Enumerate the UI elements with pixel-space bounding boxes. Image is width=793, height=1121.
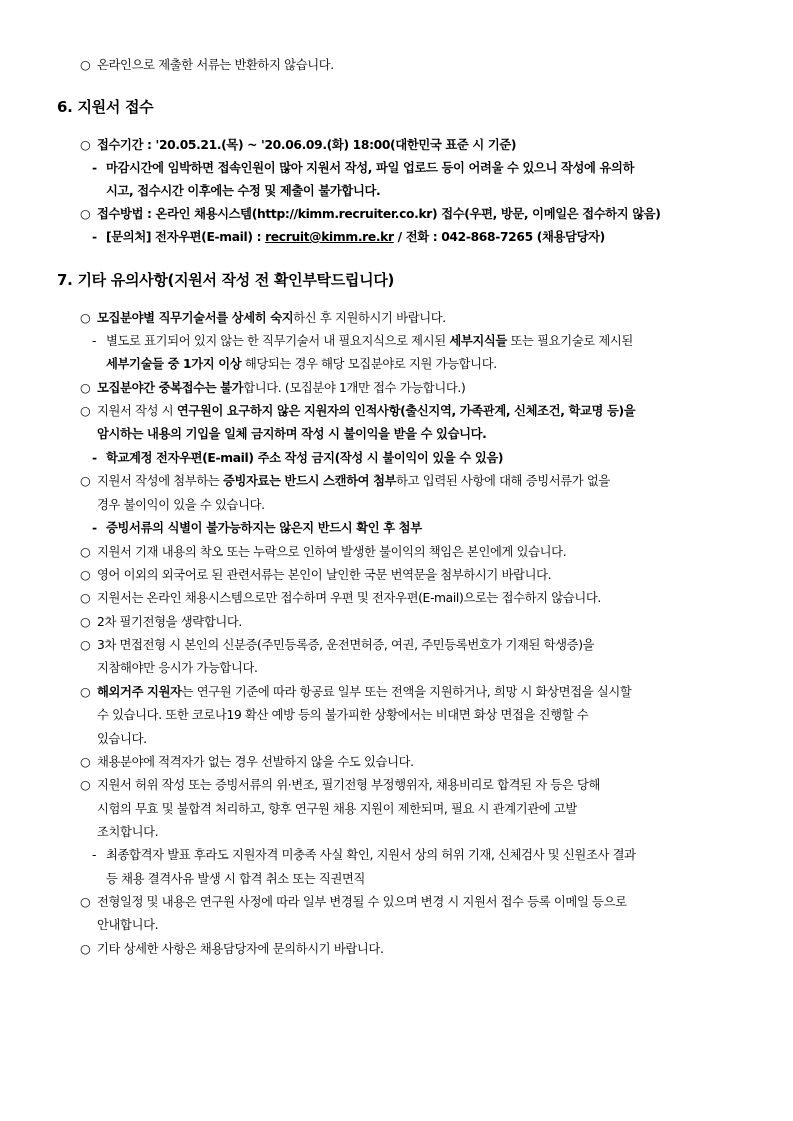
receipt-method: ○ 접수방법 : 온라인 채용시스템(http://kimm.recruiter.co.kr) 접수(우편, 방문, 이메일은 접수하지 않음)	[80, 207, 661, 221]
notice-item-12-sub: - 최종합격자 발표 후라도 지원자격 미충족 사실 확인, 지원서 상의 허위 기재, 신체검사 및 신원조사 결과	[92, 848, 636, 862]
notice-item-12: ○ 지원서 허위 작성 또는 증빙서류의 위·변조, 필기전형 부정행위자, 채용비리로 합격된 자 등은 당해	[80, 778, 601, 792]
notice-item-12-cont2: 조치합니다.	[97, 825, 159, 839]
notice-item-2: ○ 모집분야간 중복접수는 불가합니다. (모집분야 1개만 접수 가능합니다.)	[80, 381, 466, 395]
notice-item-12-sub-cont: 등 채용 결격사유 발생 시 합격 취소 또는 직권면직	[106, 872, 366, 886]
notice-item-10: ○ 해외거주 지원자는 연구원 기준에 따라 항공료 일부 또는 전액을 지원하거나, 희망 시 화상면접을 실시할	[80, 685, 632, 699]
notice-item-3-cont: 암시하는 내용의 기입을 일체 금지하며 작성 시 불이익을 받을 수 있습니다.	[97, 427, 487, 441]
section-6-title: 6. 지원서 접수	[57, 98, 154, 116]
notice-item-8: ○ 2차 필기전형을 생략합니다.	[80, 615, 242, 629]
notice-item-5: ○ 지원서 기재 내용의 착오 또는 누락으로 인하여 발생한 불이익의 책임은 본인에게 있습니다.	[80, 545, 567, 559]
contact-email-link[interactable]: recruit@kimm.re.kr	[265, 230, 394, 244]
notice-item-10-cont2: 있습니다.	[97, 732, 147, 746]
notice-item-6: ○ 영어 이외의 외국어로 된 관련서류는 본인이 날인한 국문 번역문을 첨부하시기 바랍니다.	[80, 568, 552, 582]
contact-info: - [문의처] 전자우편(E-mail) : recruit@kimm.re.kr / 전화 : 042-868-7265 (채용담당자)	[92, 230, 605, 244]
notice-item-11: ○ 채용분야에 적격자가 없는 경우 선발하지 않을 수도 있습니다.	[80, 755, 414, 769]
section-7-title: 7. 기타 유의사항(지원서 작성 전 확인부탁드립니다)	[57, 271, 395, 289]
notice-item-1-sub-cont: 세부기술들 중 1가지 이상 해당되는 경우 해당 모집분야로 지원 가능합니다.	[106, 357, 497, 371]
receipt-period: ○ 접수기간 : '20.05.21.(목) ~ '20.06.09.(화) 18:00(대한민국 표준 시 기준)	[80, 138, 517, 152]
notice-item-12-cont: 시험의 무효 및 불합격 처리하고, 향후 연구원 채용 지원이 제한되며, 필요 시 관계기관에 고발	[97, 802, 577, 816]
top-note: ○ 온라인으로 제출한 서류는 반환하지 않습니다.	[80, 58, 334, 72]
notice-item-9: ○ 3차 면접전형 시 본인의 신분증(주민등록증, 운전면허증, 여권, 주민등록번호가 기재된 학생증)을	[80, 638, 595, 652]
notice-item-4-cont: 경우 불이익이 있을 수 있습니다.	[97, 498, 265, 512]
notice-item-1-sub: - 별도로 표기되어 있지 않는 한 직무기술서 내 필요지식으로 제시된 세부지식들 또는 필요기술로 제시된	[92, 334, 633, 348]
notice-item-10-cont: 수 있습니다. 또한 코로나19 확산 예방 등의 불가피한 상황에서는 비대면 화상 면접을 진행할 수	[97, 708, 589, 722]
notice-item-3: ○ 지원서 작성 시 연구원이 요구하지 않은 지원자의 인적사항(출신지역, 가족관계, 신체조건, 학교명 등)을	[80, 404, 636, 418]
period-note: - 마감시간에 임박하면 접속인원이 많아 지원서 작성, 파일 업로드 등이 어려울 수 있으니 작성에 유의하	[92, 161, 635, 175]
notice-item-9-cont: 지참해야만 응시가 가능합니다.	[97, 661, 258, 675]
notice-item-1: ○ 모집분야별 직무기술서를 상세히 숙지하신 후 지원하시기 바랍니다.	[80, 311, 446, 325]
notice-item-14: ○ 기타 상세한 사항은 채용담당자에 문의하시기 바랍니다.	[80, 942, 384, 956]
notice-item-4: ○ 지원서 작성에 첨부하는 증빙자료는 반드시 스캔하여 첨부하고 입력된 사항에 대해 증빙서류가 없을	[80, 474, 610, 488]
notice-item-3-sub: - 학교계정 전자우편(E-mail) 주소 작성 금지(작성 시 불이익이 있을 수 있음)	[92, 451, 504, 465]
notice-item-4-sub: - 증빙서류의 식별이 불가능하지는 않은지 반드시 확인 후 첨부	[92, 521, 422, 535]
period-note-cont: 시고, 접수시간 이후에는 수정 및 제출이 불가합니다.	[106, 184, 381, 198]
notice-item-13: ○ 전형일정 및 내용은 연구원 사정에 따라 일부 변경될 수 있으며 변경 시 지원서 접수 등록 이메일 등으로	[80, 895, 627, 909]
notice-item-13-cont: 안내합니다.	[97, 918, 159, 932]
notice-item-7: ○ 지원서는 온라인 채용시스템으로만 접수하며 우편 및 전자우편(E-mail)으로는 접수하지 않습니다.	[80, 591, 601, 605]
